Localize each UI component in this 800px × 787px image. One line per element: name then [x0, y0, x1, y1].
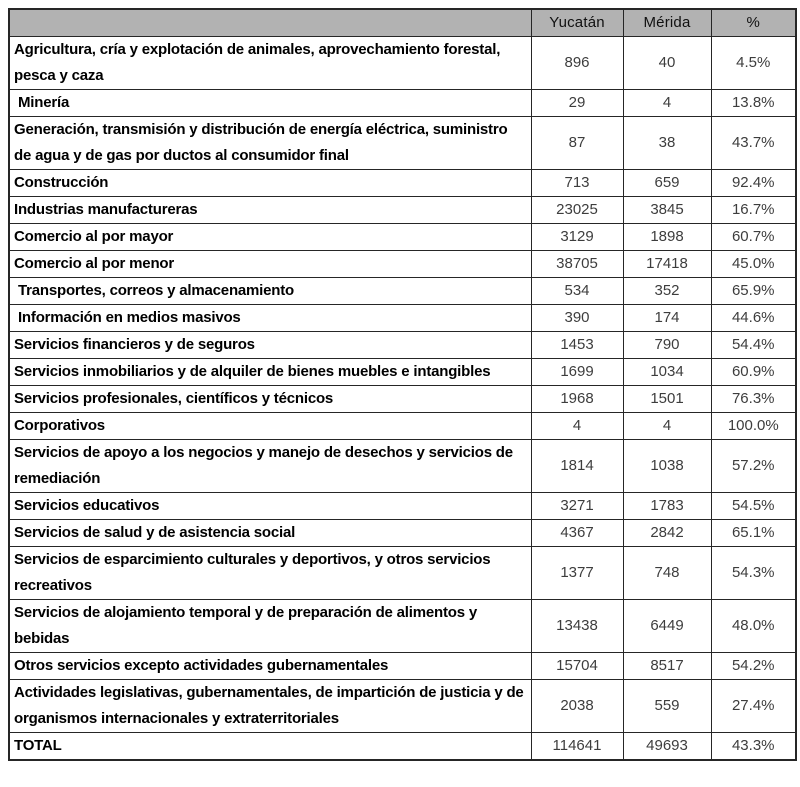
- table-row: [9, 680, 796, 733]
- sector-label: Servicios de salud y de asistencia social: [9, 520, 531, 547]
- value-cell: 23025: [531, 197, 623, 224]
- sector-label: Servicios financieros y de seguros: [9, 332, 531, 359]
- value-cell: 16.7%: [711, 197, 796, 224]
- value-cell: 44.6%: [711, 305, 796, 332]
- sector-label: Servicios de alojamiento temporal y de preparación de alimentos y bebidas: [9, 600, 531, 653]
- value-cell: 13.8%: [711, 90, 796, 117]
- value-cell: 3845: [623, 197, 711, 224]
- value-cell: 3271: [531, 493, 623, 520]
- sectors-table: [8, 8, 797, 761]
- value-cell: 4.5%: [711, 37, 796, 90]
- value-cell: 790: [623, 332, 711, 359]
- value-cell: 4367: [531, 520, 623, 547]
- table-row: [9, 197, 796, 224]
- sector-label: Transportes, correos y almacenamiento: [9, 278, 531, 305]
- total-row: [9, 733, 796, 761]
- sector-label: Servicios de apoyo a los negocios y manejo de desechos y servicios de remediación: [9, 440, 531, 493]
- value-cell: 54.3%: [711, 547, 796, 600]
- value-cell: 4: [623, 413, 711, 440]
- value-cell: 87: [531, 117, 623, 170]
- table-row: [9, 547, 796, 600]
- sector-label: Agricultura, cría y explotación de animales, aprovechamiento forestal, pesca y caza: [9, 37, 531, 90]
- value-cell: 49693: [623, 733, 711, 761]
- sector-label: Otros servicios excepto actividades gubernamentales: [9, 653, 531, 680]
- sector-label: Información en medios masivos: [9, 305, 531, 332]
- table-row: [9, 359, 796, 386]
- value-cell: 4: [531, 413, 623, 440]
- table-row: [9, 90, 796, 117]
- value-cell: 1814: [531, 440, 623, 493]
- table-row: [9, 413, 796, 440]
- value-cell: 13438: [531, 600, 623, 653]
- table-row: [9, 251, 796, 278]
- value-cell: 15704: [531, 653, 623, 680]
- value-cell: 60.7%: [711, 224, 796, 251]
- value-cell: 659: [623, 170, 711, 197]
- value-cell: 54.5%: [711, 493, 796, 520]
- value-cell: 54.2%: [711, 653, 796, 680]
- value-cell: 559: [623, 680, 711, 733]
- table-row: [9, 600, 796, 653]
- value-cell: 2842: [623, 520, 711, 547]
- value-cell: 1453: [531, 332, 623, 359]
- value-cell: 748: [623, 547, 711, 600]
- value-cell: 100.0%: [711, 413, 796, 440]
- value-cell: 43.7%: [711, 117, 796, 170]
- table-row: [9, 278, 796, 305]
- value-cell: 114641: [531, 733, 623, 761]
- column-header-yucatan: Yucatán: [531, 9, 623, 37]
- value-cell: 48.0%: [711, 600, 796, 653]
- value-cell: 4: [623, 90, 711, 117]
- table-row: [9, 386, 796, 413]
- value-cell: 352: [623, 278, 711, 305]
- table-row: [9, 224, 796, 251]
- value-cell: 38705: [531, 251, 623, 278]
- sector-label: Industrias manufactureras: [9, 197, 531, 224]
- value-cell: 40: [623, 37, 711, 90]
- value-cell: 65.9%: [711, 278, 796, 305]
- value-cell: 1783: [623, 493, 711, 520]
- value-cell: 92.4%: [711, 170, 796, 197]
- value-cell: 390: [531, 305, 623, 332]
- column-header-merida: Mérida: [623, 9, 711, 37]
- column-header-percent: %: [711, 9, 796, 37]
- sector-label: Servicios de esparcimiento culturales y deportivos, y otros servicios recreativos: [9, 547, 531, 600]
- value-cell: 896: [531, 37, 623, 90]
- value-cell: 76.3%: [711, 386, 796, 413]
- value-cell: 38: [623, 117, 711, 170]
- table-row: [9, 117, 796, 170]
- value-cell: 54.4%: [711, 332, 796, 359]
- sector-label: Construcción: [9, 170, 531, 197]
- table-row: [9, 305, 796, 332]
- table-row: [9, 37, 796, 90]
- value-cell: 6449: [623, 600, 711, 653]
- value-cell: 57.2%: [711, 440, 796, 493]
- table-body: [9, 37, 796, 761]
- sector-label: Servicios profesionales, científicos y técnicos: [9, 386, 531, 413]
- value-cell: 1898: [623, 224, 711, 251]
- value-cell: 2038: [531, 680, 623, 733]
- value-cell: 1968: [531, 386, 623, 413]
- table-row: [9, 493, 796, 520]
- value-cell: 43.3%: [711, 733, 796, 761]
- value-cell: 17418: [623, 251, 711, 278]
- value-cell: 29: [531, 90, 623, 117]
- column-header-sector: [9, 9, 531, 37]
- table-row: [9, 170, 796, 197]
- sector-label: Comercio al por mayor: [9, 224, 531, 251]
- sector-label: Generación, transmisión y distribución de energía eléctrica, suministro de agua y de gas por ductos al consumidor final: [9, 117, 531, 170]
- value-cell: 60.9%: [711, 359, 796, 386]
- table-row: [9, 440, 796, 493]
- value-cell: 713: [531, 170, 623, 197]
- sector-label: TOTAL: [9, 733, 531, 761]
- table-row: [9, 520, 796, 547]
- header-row: [9, 9, 796, 37]
- sector-label: Corporativos: [9, 413, 531, 440]
- value-cell: 1501: [623, 386, 711, 413]
- sector-label: Servicios educativos: [9, 493, 531, 520]
- value-cell: 8517: [623, 653, 711, 680]
- value-cell: 27.4%: [711, 680, 796, 733]
- value-cell: 1377: [531, 547, 623, 600]
- sector-label: Actividades legislativas, gubernamentales, de impartición de justicia y de organismos internacionales y extraterritoriales: [9, 680, 531, 733]
- sector-label: Minería: [9, 90, 531, 117]
- value-cell: 1038: [623, 440, 711, 493]
- table-header: [9, 9, 796, 37]
- sector-label: Comercio al por menor: [9, 251, 531, 278]
- value-cell: 534: [531, 278, 623, 305]
- table-row: [9, 653, 796, 680]
- table-row: [9, 332, 796, 359]
- value-cell: 1034: [623, 359, 711, 386]
- value-cell: 3129: [531, 224, 623, 251]
- sector-label: Servicios inmobiliarios y de alquiler de bienes muebles e intangibles: [9, 359, 531, 386]
- value-cell: 45.0%: [711, 251, 796, 278]
- value-cell: 65.1%: [711, 520, 796, 547]
- value-cell: 174: [623, 305, 711, 332]
- value-cell: 1699: [531, 359, 623, 386]
